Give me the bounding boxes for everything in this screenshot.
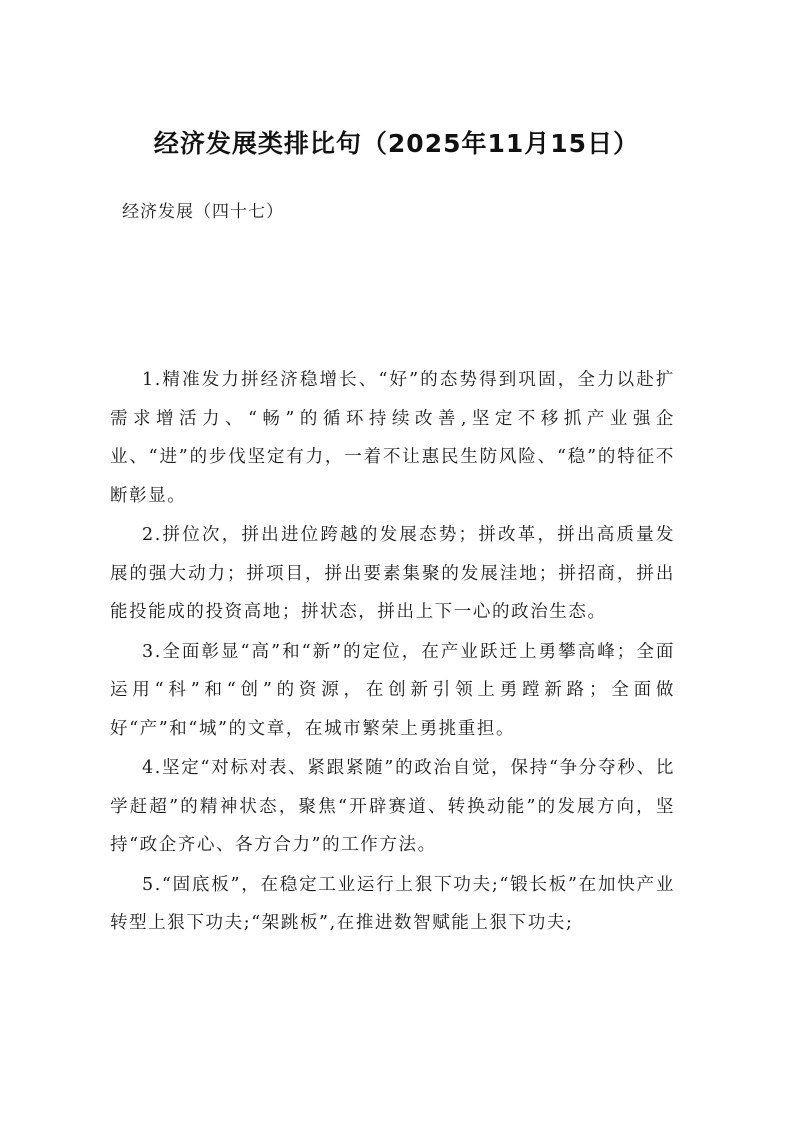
- document-title: 经济发展类排比句（2025年11月15日）: [153, 129, 640, 158]
- paragraph-4: 4.坚定“对标对表、紧跟紧随”的政治自觉，保持“争分夺秒、比学赶超”的精神状态，聚焦“开辟赛道、转换动能”的发展方向，坚持“政企齐心、各方合力”的工作方法。: [110, 758, 675, 855]
- paragraph-2: 2.拼位次，拼出进位跨越的发展态势；拼改革，拼出高质量发展的强大动力；拼项目，拼出要素集聚的发展洼地；拼招商，拼出能投能成的投资高地；拼状态，拼出上下一心的政治生态。: [110, 525, 675, 622]
- paragraph-5: 5.“固底板”，在稳定工业运行上狠下功夫;“锻长板”在加快产业转型上狠下功夫;“架跳板”,在推进数智赋能上狠下功夫;: [110, 874, 675, 933]
- paragraph-3: 3.全面彰显“高”和“新”的定位，在产业跃迁上勇攀高峰；全面运用“科”和“创”的资源，在创新引领上勇蹚新路；全面做好“产”和“城”的文章，在城市繁荣上勇挑重担。: [110, 641, 675, 739]
- paragraph-1: 1.精准发力拼经济稳增长、“好”的态势得到巩固，全力以赴扩需求增活力、“畅”的循环持续改善,坚定不移抓产业强企业、“进”的步伐坚定有力，一着不让惠民生防风险、“稳”的特征不断彰显。: [110, 370, 675, 506]
- document-subtitle: 经济发展（四十七）: [122, 202, 284, 222]
- document-body: [110, 361, 675, 944]
